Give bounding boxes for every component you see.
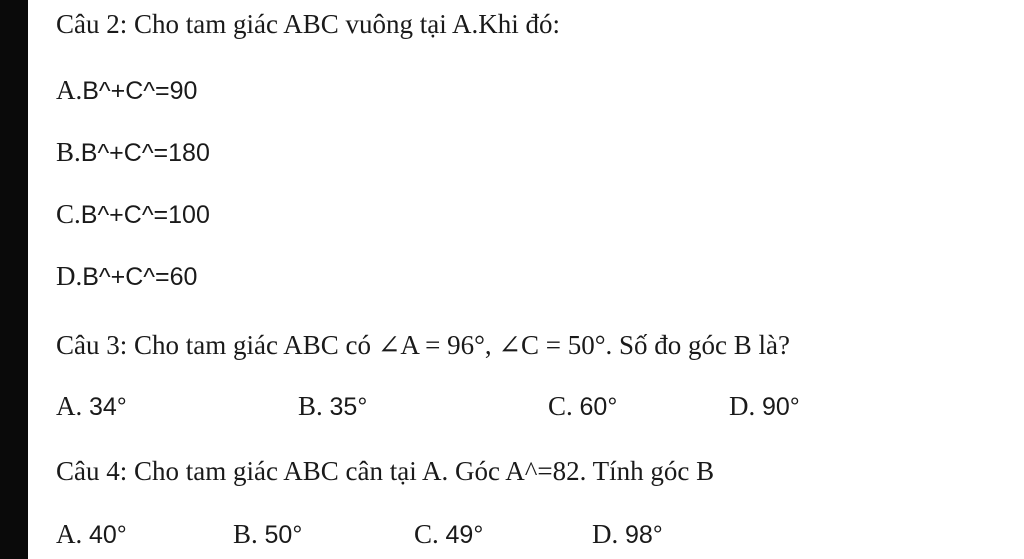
option-text: 98° bbox=[625, 521, 663, 549]
option-text: 50° bbox=[264, 521, 303, 549]
option-text: B^+C^=100 bbox=[80, 201, 210, 229]
option-text: 90° bbox=[762, 393, 800, 421]
question-2-option-c[interactable] bbox=[56, 198, 210, 231]
question-3-stem: Câu 3: Cho tam giác ABC có ∠A = 96°, ∠C = 50°. Số đo góc B là? bbox=[56, 330, 791, 360]
option-letter: C. bbox=[56, 199, 81, 229]
option-text: B^+C^=180 bbox=[80, 139, 210, 167]
question-2-option-b[interactable] bbox=[56, 136, 210, 169]
question-4-option-b[interactable] bbox=[233, 518, 302, 551]
question-4-option-a[interactable] bbox=[56, 518, 127, 551]
option-letter: A. bbox=[56, 391, 83, 421]
option-letter: D. bbox=[729, 391, 756, 421]
option-letter: D. bbox=[592, 519, 619, 549]
question-2-option-d[interactable] bbox=[56, 260, 197, 293]
option-letter: D. bbox=[56, 261, 83, 291]
question-3-option-d[interactable] bbox=[729, 390, 800, 423]
question-4-option-d[interactable] bbox=[592, 518, 663, 551]
option-letter: A. bbox=[56, 75, 83, 105]
question-3-option-c[interactable] bbox=[548, 390, 617, 423]
option-text: 40° bbox=[89, 521, 127, 549]
question-3-option-b[interactable] bbox=[298, 390, 367, 423]
option-letter: B. bbox=[298, 391, 323, 421]
option-letter: C. bbox=[414, 519, 439, 549]
question-4-option-c[interactable] bbox=[414, 518, 483, 551]
option-text: 34° bbox=[89, 393, 127, 421]
question-3-options bbox=[56, 390, 956, 422]
question-3-option-a[interactable] bbox=[56, 390, 127, 423]
option-text: B^+C^=90 bbox=[82, 77, 198, 105]
option-text: 60° bbox=[579, 393, 618, 421]
option-letter: B. bbox=[233, 519, 258, 549]
question-4-stem: Câu 4: Cho tam giác ABC cân tại A. Góc A^=82. Tính góc B bbox=[56, 456, 715, 486]
option-text: 35° bbox=[329, 393, 368, 421]
question-2-stem: Câu 2: Cho tam giác ABC vuông tại A.Khi đó: bbox=[56, 9, 560, 39]
option-letter: C. bbox=[548, 391, 573, 421]
option-letter: A. bbox=[56, 519, 83, 549]
question-4-options bbox=[56, 518, 956, 550]
option-text: 49° bbox=[445, 521, 484, 549]
question-2-option-a[interactable] bbox=[56, 74, 197, 107]
option-text: B^+C^=60 bbox=[82, 263, 198, 291]
left-black-border bbox=[0, 0, 28, 559]
option-letter: B. bbox=[56, 137, 81, 167]
